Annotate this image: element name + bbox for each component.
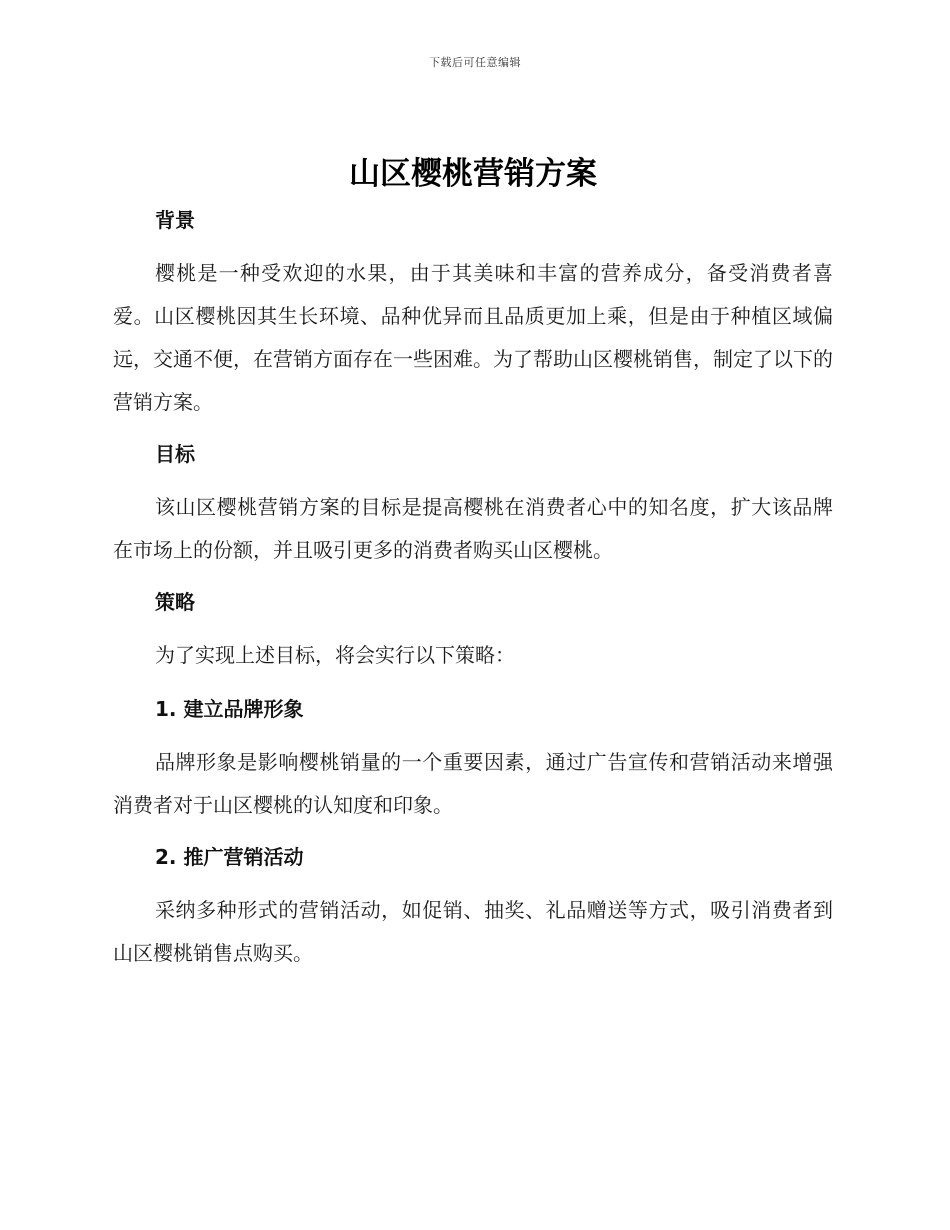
paragraph-goal: 该山区樱桃营销方案的目标是提高樱桃在消费者心中的知名度，扩大该品牌在市场上的份额，并且吸引更多的消费者购买山区樱桃。 bbox=[113, 495, 833, 562]
section-heading-strategy: 策略 bbox=[155, 590, 195, 614]
paragraph-brand-image: 品牌形象是影响樱桃销量的一个重要因素，通过广告宣传和营销活动来增强消费者对于山区樱桃的认知度和印象。 bbox=[113, 750, 833, 817]
subheading-brand-image: 1. 建立品牌形象 bbox=[155, 697, 304, 721]
section-heading-background: 背景 bbox=[155, 208, 195, 232]
paragraph-marketing-activities: 采纳多种形式的营销活动，如促销、抽奖、礼品赠送等方式，吸引消费者到山区樱桃销售点购买。 bbox=[113, 898, 833, 965]
header-note: 下载后可任意编辑 bbox=[429, 56, 521, 69]
document-title: 山区樱桃营销方案 bbox=[349, 156, 597, 192]
paragraph-background: 樱桃是一种受欢迎的水果，由于其美味和丰富的营养成分，备受消费者喜爱。山区樱桃因其生长环境、品种优异而且品质更加上乘，但是由于种植区域偏远，交通不便，在营销方面存在一些困难。为了帮助山区樱桃销售，制定了以下的营销方案。 bbox=[113, 261, 833, 414]
paragraph-strategy-intro: 为了实现上述目标，将会实行以下策略： bbox=[155, 643, 515, 667]
subheading-marketing-activities: 2. 推广营销活动 bbox=[155, 845, 304, 869]
section-heading-goal: 目标 bbox=[155, 442, 195, 466]
document-body bbox=[113, 148, 833, 987]
